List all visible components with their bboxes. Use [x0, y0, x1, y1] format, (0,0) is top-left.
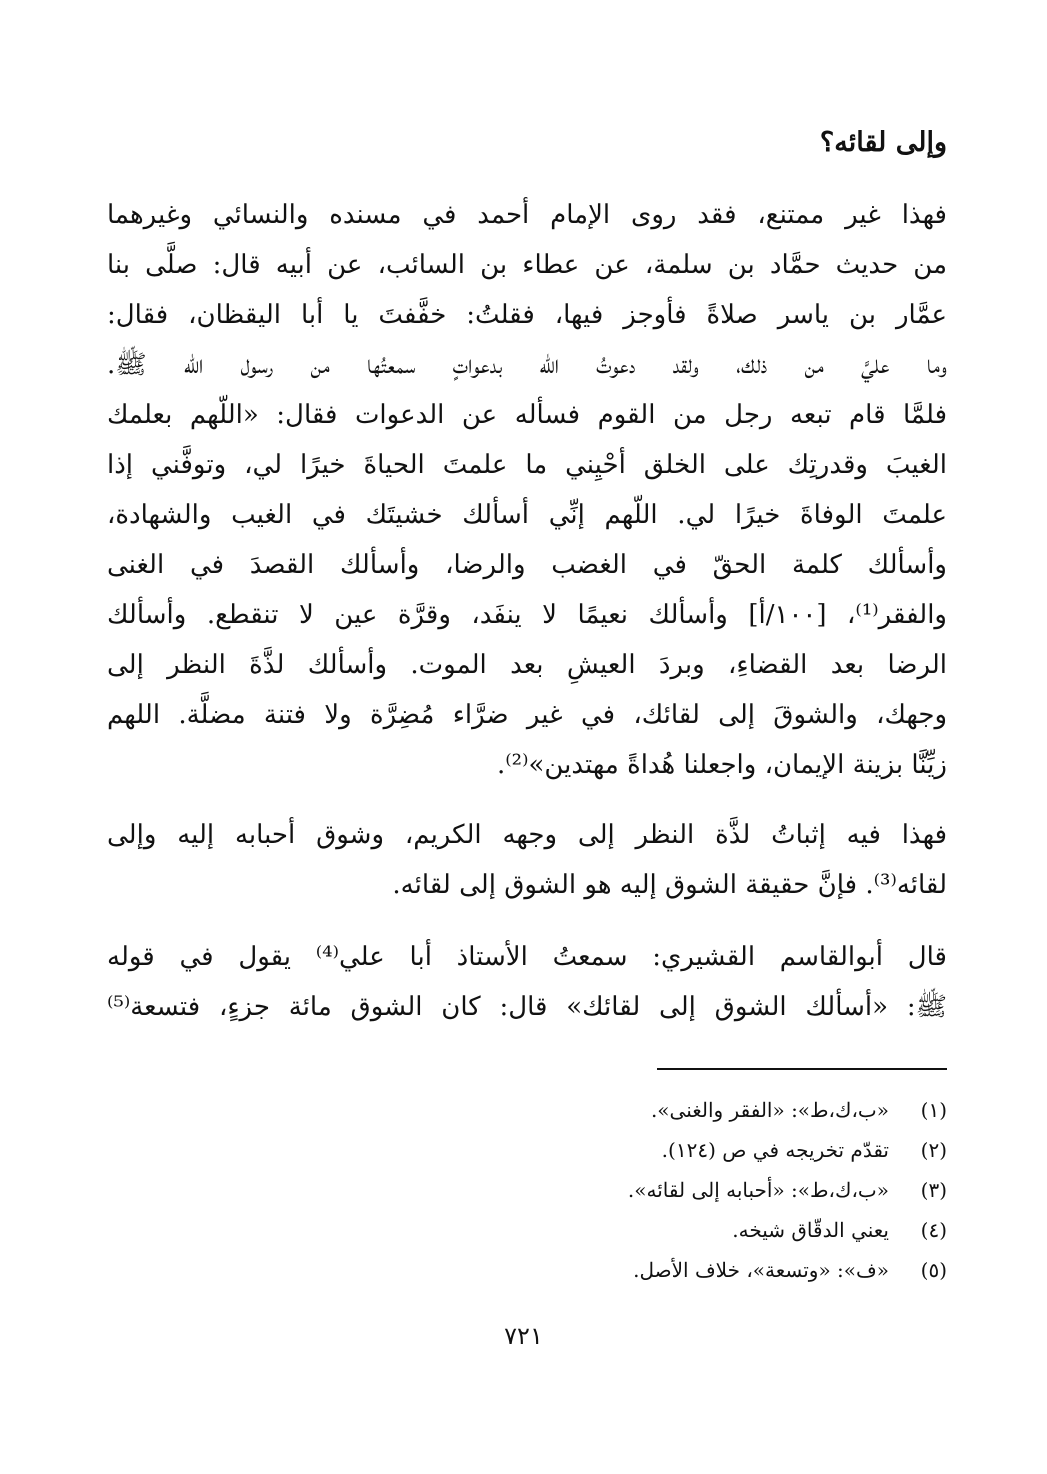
footnote	[97, 1250, 947, 1290]
body-line: والفقر⁽¹⁾، [١٠٠/أ] وأسألك نعيمًا لا ينفَد، وقرَّة عين لا تنقطع. وأسألك	[107, 600, 947, 630]
footnote-text: «ب،ك،ط»: «أحبابه إلى لقائه».	[627, 1178, 889, 1202]
footnote	[97, 1210, 947, 1250]
footnote-number: (٥)	[920, 1258, 947, 1282]
footnote-number: (٣)	[920, 1178, 947, 1202]
section-heading: وإلى لقائه؟	[819, 127, 947, 158]
body-line: فهذا فيه إثباتُ لذَّة النظر إلى وجهه الكريم، وشوق أحبابه إليه وإلى	[107, 820, 947, 850]
footnote	[97, 1170, 947, 1210]
footnote	[97, 1130, 947, 1170]
footnote	[97, 1090, 947, 1130]
body-line: فهذا غير ممتنع، فقد روى الإمام أحمد في مسنده والنسائي وغيرهما	[107, 200, 947, 230]
footnote-number: (٢)	[920, 1138, 947, 1162]
body-line: قال أبوالقاسم القشيري: سمعتُ الأستاذ أبا علي⁽⁴⁾ يقول في قوله	[107, 942, 947, 972]
body-line: الرضا بعد القضاءِ، وبردَ العيشِ بعد الموت. وأسألك لذَّةَ النظر إلى	[107, 650, 947, 680]
body-line: وأسألك كلمة الحقّ في الغضب والرضا، وأسألك القصدَ في الغنى	[107, 550, 947, 580]
footnote-text: يعني الدقّاق شيخه.	[732, 1218, 889, 1242]
footnote-text: «ب،ك،ط»: «الفقر والغنى».	[650, 1098, 889, 1122]
body-line: ﷺ: «أسألك الشوق إلى لقائك» قال: كان الشوق مائة جزءٍ، فتسعة⁽⁵⁾	[107, 992, 947, 1022]
body-line: فلمَّا قام تبعه رجل من القوم فسأله عن الدعوات فقال: «اللّهم بعلمك	[107, 400, 947, 430]
footnote-separator	[657, 1068, 947, 1070]
body-line: زيِّنَّا بزينة الإيمان، واجعلنا هُداةً مهتدين»⁽²⁾.	[496, 750, 947, 780]
footnote-number: (٤)	[920, 1218, 947, 1242]
body-line: الغيبَ وقدرتِك على الخلق أحْيِني ما علمتَ الحياةَ خيرًا لي، وتوفَّني إذا	[107, 450, 947, 480]
footnote-text: تقدّم تخريجه في ص (١٢٤).	[661, 1138, 889, 1162]
footnote-text: «ف»: «وتسعة»، خلاف الأصل.	[633, 1258, 889, 1282]
body-line: عمَّار بن ياسر صلاةً فأوجز فيها، فقلتُ: خفَّفتَ يا أبا اليقظان، فقال:	[107, 300, 947, 330]
body-line: علمتَ الوفاةَ خيرًا لي. اللّهم إنِّي أسألك خشيتَك في الغيب والشهادة،	[107, 500, 947, 530]
footnote-number: (١)	[920, 1098, 947, 1122]
body-line: وما عليَّ من ذلك، ولقد دعوتُ الله بدعواتٍ سمعتُها من رسول الله ﷺ.	[107, 350, 947, 380]
body-line: لقائه⁽³⁾. فإنَّ حقيقة الشوق إليه هو الشوق إلى لقائه.	[392, 870, 947, 900]
page-number: ٧٢١	[504, 1322, 543, 1350]
body-line: وجهك، والشوقَ إلى لقائك، في غير ضرَّاء مُضِرَّة ولا فتنة مضلَّة. اللهم	[107, 700, 947, 730]
body-line: من حديث حمَّاد بن سلمة، عن عطاء بن السائب، عن أبيه قال: صلَّى بنا	[107, 250, 947, 280]
